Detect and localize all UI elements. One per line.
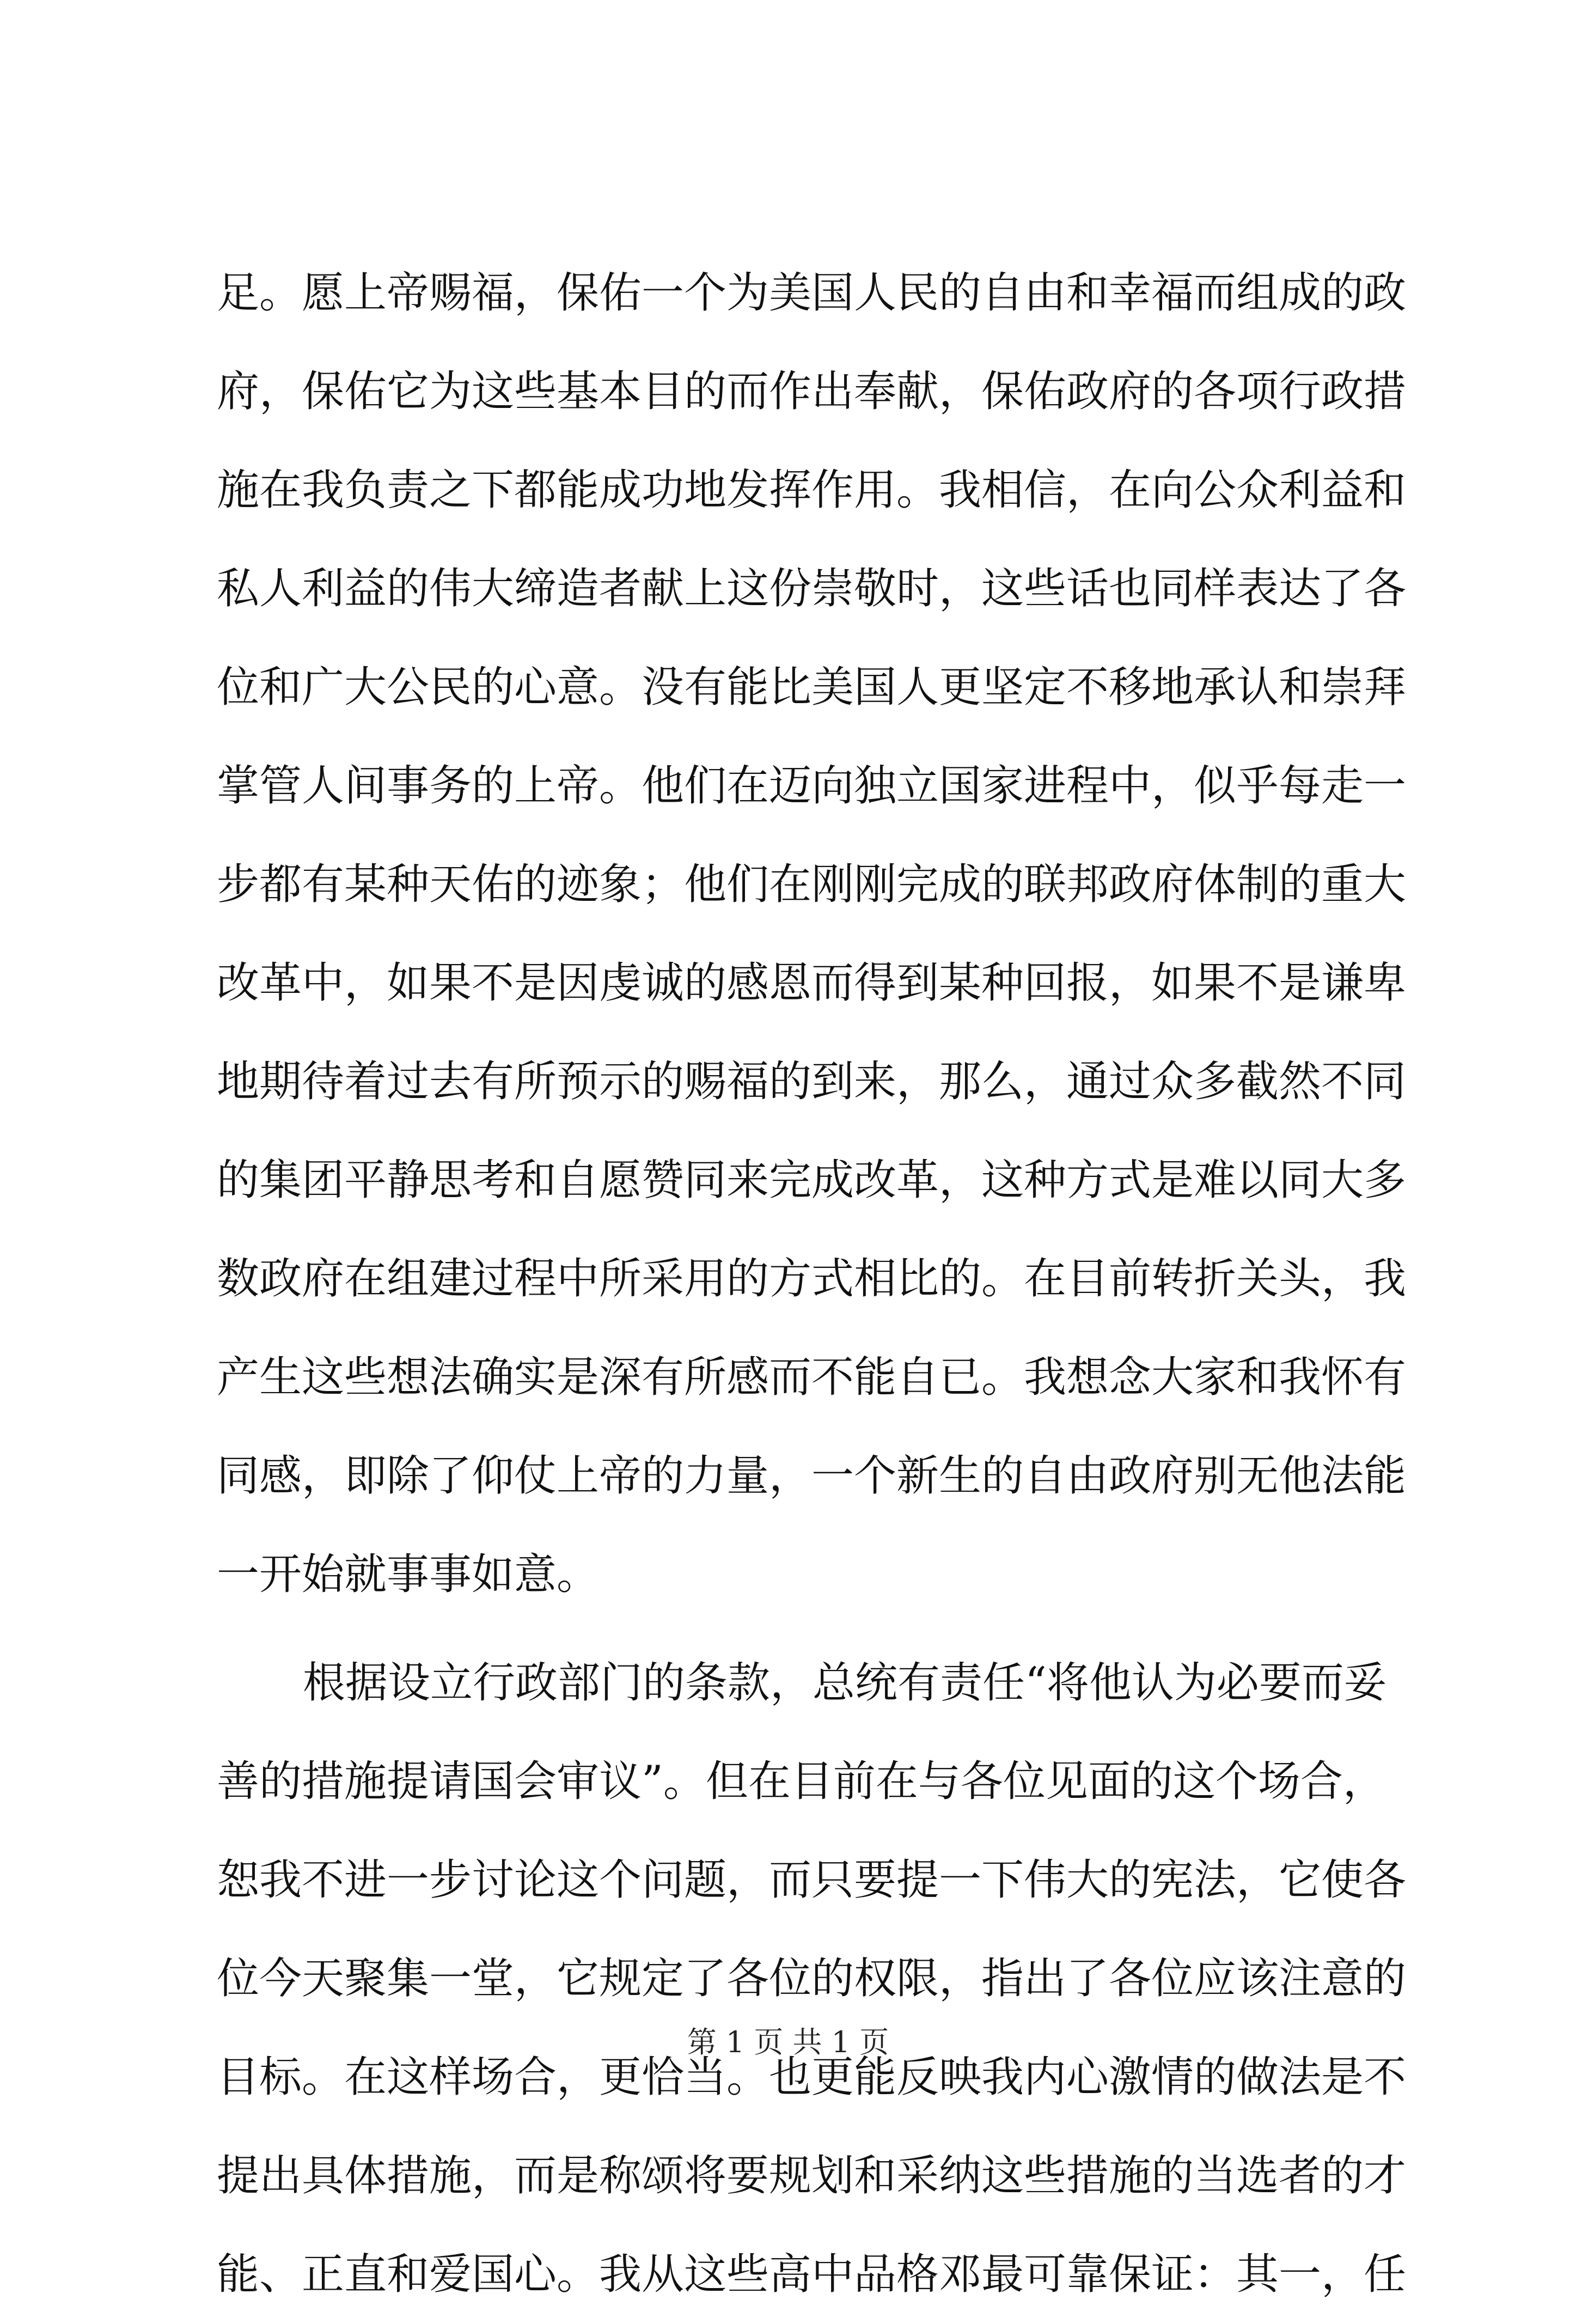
text-line: 同感，即除了仰仗上帝的力量，一个新生的自由政府别无他法能 (217, 1451, 1407, 1500)
text-line: 产生这些想法确实是深有所感而不能自已。我想念大家和我怀有 (217, 1353, 1407, 1402)
page-footer: 第 1 页 共 1 页 (687, 2025, 889, 2059)
text-line: 足。愿上帝赐福，保佑一个为美国人民的自由和幸福而组成的政 (217, 269, 1407, 318)
text-line: 提出具体措施，而是称颂将要规划和采纳这些措施的当选者的才 (217, 2151, 1407, 2200)
text-line: 府，保佑它为这些基本目的而作出奉献，保佑政府的各项行政措 (217, 367, 1407, 416)
text-line: 施在我负责之下都能成功地发挥作用。我相信，在向公众利益和 (217, 466, 1407, 515)
text-line: 步都有某种天佑的迹象；他们在刚刚完成的联邦政府体制的重大 (217, 860, 1407, 909)
text-line: 改革中，如果不是因虔诚的感恩而得到某种回报，如果不是谦卑 (217, 959, 1407, 1008)
text-line: 目标。在这样场合，更恰当。也更能反映我内心激情的做法是不 (217, 2053, 1407, 2102)
text-line: 私人利益的伟大缔造者献上这份崇敬时，这些话也同样表达了各 (217, 564, 1407, 613)
text-line: 善的措施提请国会审议”。但在目前在与各位见面的这个场合， (217, 1757, 1385, 1806)
text-line: 根据设立行政部门的条款，总统有责任“将他认为必要而妥 (303, 1658, 1386, 1707)
text-line: 地期待着过去有所预示的赐福的到来，那么，通过众多截然不同 (217, 1057, 1407, 1106)
text-line: 能、正直和爱国心。我从这些高中品格邓最可靠保证：其一，任 (217, 2250, 1407, 2299)
text-line: 的集团平静思考和自愿赞同来完成改革，这种方式是难以同大多 (217, 1156, 1407, 1205)
text-line: 恕我不进一步讨论这个问题，而只要提一下伟大的宪法，它使各 (217, 1856, 1407, 1905)
text-line: 掌管人间事务的上帝。他们在迈向独立国家进程中，似乎每走一 (217, 761, 1407, 810)
text-line: 数政府在组建过程中所采用的方式相比的。在目前转折关头，我 (217, 1254, 1407, 1303)
text-line: 位今天聚集一堂，它规定了各位的权限，指出了各位应该注意的 (217, 1954, 1407, 2003)
text-line: 一开始就事事如意。 (217, 1550, 600, 1599)
text-line: 位和广大公民的心意。没有能比美国人更坚定不移地承认和崇拜 (217, 663, 1407, 712)
body-text (217, 244, 1407, 2324)
